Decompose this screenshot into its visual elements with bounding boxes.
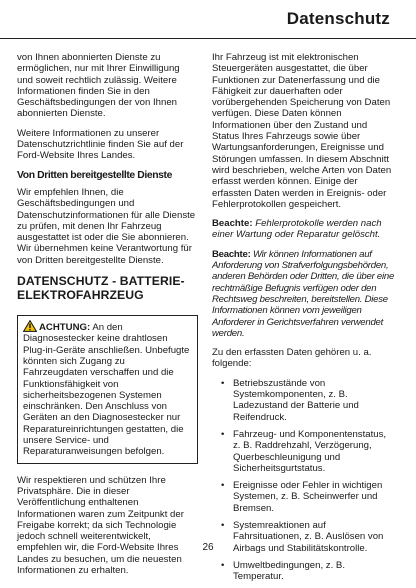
note-label: Beachte:	[212, 248, 251, 260]
paragraph-third-party: Wir empfehlen Ihnen, die Geschäftsbedingungen und Datenschutzinformationen für alle Dienste zu prüfen, mit denen Ihr Fahrzeug ausgestattet ist oder die Sie abonnieren. Wir übernehmen keine Verantwortung für von Dritten bereitgestellte Dienste.	[17, 186, 196, 266]
bullet: •	[221, 519, 225, 531]
section-heading-battery-ev: DATENSCHUTZ - BATTERIE-ELEKTROFAHRZEUG	[17, 274, 185, 303]
page-title: Datenschutz	[286, 9, 390, 28]
page-header	[0, 0, 416, 40]
left-column	[17, 52, 198, 584]
note-text: Fehlerprotokolle werden nach einer Wartung oder Reparatur gelöscht.	[212, 218, 382, 241]
bullet: •	[221, 480, 225, 492]
subheading-third-party-services: Von Dritten bereitgestellte Dienste	[17, 169, 172, 181]
warning-triangle-icon	[23, 320, 37, 332]
bullet: •	[221, 559, 225, 571]
list-item	[212, 429, 395, 474]
note-authorities	[212, 249, 395, 339]
list-item	[212, 378, 395, 423]
paragraph-services-consent: von Ihnen abonnierten Dienste zu ermöglichen, nur mit Ihrer Einwilligung und soweit rechtlich zulässig. Weitere Informationen finden Sie in den Geschäftsbedingungen der von Ihnen abonnierten Dienste.	[17, 52, 180, 120]
page-number: 26	[202, 542, 214, 553]
list-item	[212, 480, 395, 514]
list-item-text: Betriebszustände von Systemkomponenten, z. B. Ladezustand der Batterie und Reifendruck.	[233, 377, 359, 423]
warning-label: ACHTUNG:	[39, 322, 91, 334]
bullet: •	[221, 428, 225, 440]
note-label: Beachte:	[212, 218, 253, 230]
paragraph-privacy-policy: Weitere Informationen zu unserer Datenschutzrichtlinie finden Sie auf der Ford-Website Ihres Landes.	[17, 127, 184, 162]
note-error-logs	[212, 218, 395, 241]
note-text: Wir können Informationen auf Anforderung von Strafverfolgungsbehörden, anderen Behörden oder Dritten, die über eine rechtmäßige Befugnis verfügen oder den Rechtsweg beschreiten, bereitstellen. Diese Informationen können vom jeweiligen Anforderer in Gerichtsverfahren verwendet werden.	[212, 248, 395, 339]
list-item-text: Systemreaktionen auf Fahrsituationen, z. B. Auslösen von Airbags und Stabilitätskontrolle.	[233, 519, 384, 554]
list-item	[212, 560, 395, 583]
list-item-text: Fahrzeug- und Komponentenstatus, z. B. Raddrehzahl, Verzögerung, Querbeschleunigung und Sicherheitsgurtstatus.	[233, 428, 387, 474]
warning-box	[17, 315, 198, 464]
list-item-text: Umweltbedingungen, z. B. Temperatur.	[233, 559, 345, 583]
right-column	[212, 52, 395, 588]
list-item-text: Ereignisse oder Fehler in wichtigen Systemen, z. B. Scheinwerfer und Bremsen.	[233, 480, 383, 514]
paragraph-electronic-control-units: Ihr Fahrzeug ist mit elektronischen Steuergeräten ausgestattet, die über Funktionen zur Datenerfassung und die Fähigkeit zur dauerhaften oder vorübergehenden Speicherung von Daten verfügen. Diese Daten können Informationen über den Zustand und Status Ihres Fahrzeugs sowie über Wartungsanforderungen, Ereignisse und Störungen umfassen. In diesem Abschnitt wird beschrieben, welche Arten von Daten erfasst werden können. Einige der erfassten Daten werden in Ereignis- oder Fehlerprotokollen gespeichert.	[212, 52, 392, 210]
bullet: •	[221, 377, 225, 389]
header-rule	[0, 38, 416, 39]
warning-text: An den Diagnosestecker keine drahtlosen Plug-in-Geräte anschließen. Unbefugte könnten sich Zugang zu Fahrzeugdaten verschaffen und die Funktionsfähigkeit von sicherheitsbezogenen Systemen einschränken. Den Anschluss von Geräten an den Diagnosestecker nur Reparatureinrichtungen gestatten, die unsere Service- und Reparaturanweisungen befolgen.	[23, 322, 190, 458]
paragraph-privacy-respect: Wir respektieren und schützen Ihre Privatsphäre. Die in dieser Veröffentlichung enthaltenen Informationen waren zum Zeitpunkt der Freigabe korrekt; da sich Technologie jedoch schnell weiterentwickelt, empfehlen wir, die Ford-Website Ihres Landes zu besuchen, um die neuesten Informationen zu erhalten.	[17, 474, 184, 576]
paragraph-collected-data-intro: Zu den erfassten Daten gehören u. a. folgende:	[212, 347, 372, 370]
